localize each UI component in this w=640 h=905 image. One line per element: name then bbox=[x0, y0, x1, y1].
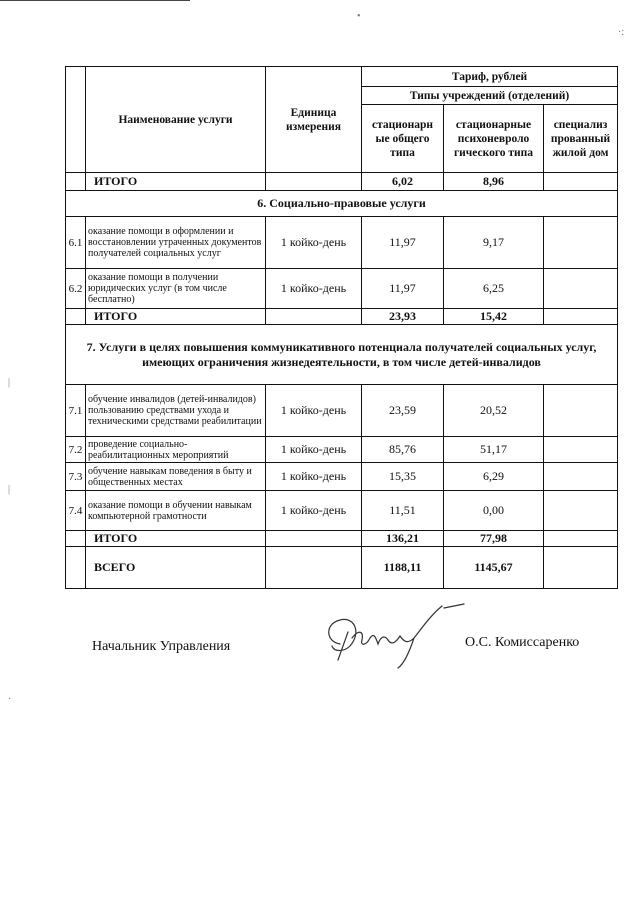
scan-speck: • bbox=[357, 11, 361, 22]
table-row bbox=[66, 217, 618, 269]
row-service: обучение инвалидов (детей-инвалидов) пользованию средствами ухода и техническими средствами реабилитации bbox=[86, 385, 266, 437]
header-type3: специализ прованный жилой дом bbox=[544, 105, 618, 173]
itogo-label: ИТОГО bbox=[86, 531, 266, 547]
section6-title: 6. Социально-правовые услуги bbox=[66, 191, 618, 217]
row-t2: 51,17 bbox=[444, 437, 544, 463]
row-t2: 20,52 bbox=[444, 385, 544, 437]
itogo-row bbox=[66, 309, 618, 325]
scan-speck: | bbox=[8, 377, 11, 388]
itogo-row bbox=[66, 173, 618, 191]
itogo-t2: 8,96 bbox=[444, 173, 544, 191]
header-type2: стационарные психоневроло гического типа bbox=[444, 105, 544, 173]
header-type1: стационарн ые общего типа bbox=[362, 105, 444, 173]
row-t1: 11,97 bbox=[362, 217, 444, 269]
row-unit: 1 койко-день bbox=[266, 269, 362, 309]
row-unit: 1 койко-день bbox=[266, 437, 362, 463]
total-t1: 1188,11 bbox=[362, 547, 444, 589]
row-t2: 6,25 bbox=[444, 269, 544, 309]
row-num: 7.3 bbox=[66, 463, 86, 491]
row-t2: 0,00 bbox=[444, 491, 544, 531]
section-title-row bbox=[66, 325, 618, 385]
scan-speck: | bbox=[8, 484, 11, 495]
row-unit: 1 койко-день bbox=[266, 463, 362, 491]
row-t2: 6,29 bbox=[444, 463, 544, 491]
section7-title: 7. Услуги в целях повышения коммуникативного потенциала получателей социальных услуг, имеющих ограничения жизнедеятельности, в том числе детей-инвалидов bbox=[66, 325, 618, 385]
row-t3 bbox=[544, 437, 618, 463]
row-service: оказание помощи в оформлении и восстановлении утраченных документов получателей социальных услуг bbox=[86, 217, 266, 269]
table-row bbox=[66, 269, 618, 309]
row-t1: 85,76 bbox=[362, 437, 444, 463]
total-t2: 1145,67 bbox=[444, 547, 544, 589]
row-t3 bbox=[544, 385, 618, 437]
table-row bbox=[66, 437, 618, 463]
total-label: ВСЕГО bbox=[86, 547, 266, 589]
table-row bbox=[66, 491, 618, 531]
itogo-row bbox=[66, 531, 618, 547]
tariff-table bbox=[65, 66, 618, 589]
itogo-label: ИТОГО bbox=[86, 309, 266, 325]
top-rule bbox=[0, 0, 190, 1]
row-t1: 23,59 bbox=[362, 385, 444, 437]
row-num: 7.1 bbox=[66, 385, 86, 437]
row-service: оказание помощи в обучении навыкам компьютерной грамотности bbox=[86, 491, 266, 531]
row-unit: 1 койко-день bbox=[266, 491, 362, 531]
row-t1: 11,97 bbox=[362, 269, 444, 309]
header-types-cell: Типы учреждений (отделений) bbox=[362, 87, 618, 105]
row-num: 7.2 bbox=[66, 437, 86, 463]
row-t3 bbox=[544, 491, 618, 531]
row-t2: 9,17 bbox=[444, 217, 544, 269]
signatory-name: О.С. Комиссаренко bbox=[465, 635, 580, 650]
signatory-title: Начальник Управления bbox=[92, 639, 231, 654]
row-num: 6.1 bbox=[66, 217, 86, 269]
header-tariff-cell: Тариф, рублей bbox=[362, 67, 618, 87]
row-t1: 15,35 bbox=[362, 463, 444, 491]
scan-speck: · bbox=[8, 694, 12, 705]
row-unit: 1 койко-день bbox=[266, 217, 362, 269]
itogo-t2: 77,98 bbox=[444, 531, 544, 547]
row-service: оказание помощи в получении юридических услуг (в том числе бесплатно) bbox=[86, 269, 266, 309]
row-t1: 11,51 bbox=[362, 491, 444, 531]
header-unit-cell: Единица измерения bbox=[266, 67, 362, 173]
itogo-t2: 15,42 bbox=[444, 309, 544, 325]
row-unit: 1 койко-день bbox=[266, 385, 362, 437]
itogo-t1: 6,02 bbox=[362, 173, 444, 191]
row-t3 bbox=[544, 217, 618, 269]
header-row bbox=[66, 67, 618, 87]
total-row bbox=[66, 547, 618, 589]
header-num-cell bbox=[66, 67, 86, 173]
row-t3 bbox=[544, 463, 618, 491]
row-t3 bbox=[544, 269, 618, 309]
row-num: 6.2 bbox=[66, 269, 86, 309]
handwritten-signature bbox=[318, 602, 468, 672]
itogo-t1: 136,21 bbox=[362, 531, 444, 547]
row-num: 7.4 bbox=[66, 491, 86, 531]
table-row bbox=[66, 463, 618, 491]
itogo-t1: 23,93 bbox=[362, 309, 444, 325]
row-service: проведение социально-реабилитационных мероприятий bbox=[86, 437, 266, 463]
scan-speck: ·: bbox=[618, 27, 625, 38]
itogo-label: ИТОГО bbox=[86, 173, 266, 191]
header-name-cell: Наименование услуги bbox=[86, 67, 266, 173]
table-row bbox=[66, 385, 618, 437]
section-title-row bbox=[66, 191, 618, 217]
row-service: обучение навыкам поведения в быту и общественных местах bbox=[86, 463, 266, 491]
